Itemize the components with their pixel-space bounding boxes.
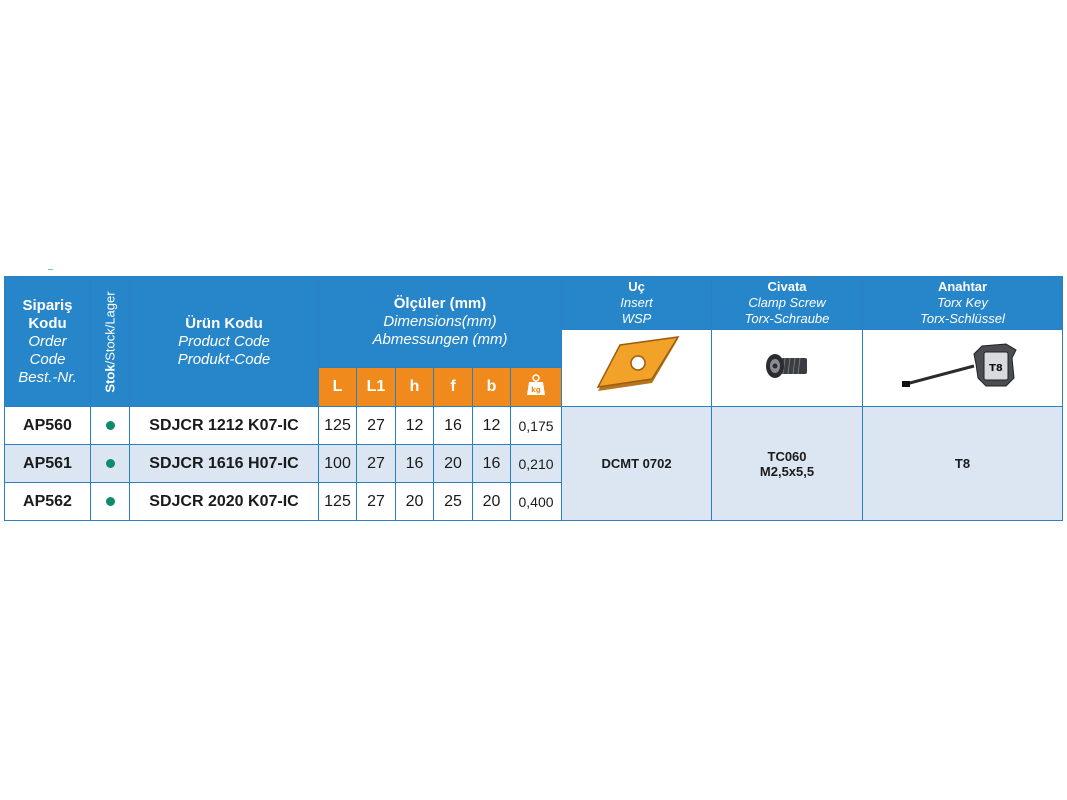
dim-h: 16	[396, 445, 434, 483]
in-stock-dot	[106, 421, 115, 430]
screw-size: M2,5x5,5	[759, 463, 815, 479]
dimensions-header	[319, 277, 562, 368]
stock-header-label: Stok/Stock/Lager	[102, 290, 118, 393]
product-code-de: Produkt-Code	[177, 350, 271, 368]
screw-image-cell	[712, 330, 863, 407]
order-code: AP562	[5, 483, 91, 521]
dim-l1: 27	[357, 483, 396, 521]
key-image-cell	[863, 330, 1063, 407]
order-code-en: Order	[28, 332, 67, 350]
key-de: Torx-Schlüssel	[920, 311, 1005, 326]
dim-col-l: L	[319, 368, 357, 407]
dim-col-b: b	[473, 368, 511, 407]
product-code: SDJCR 1212 K07-IC	[130, 407, 319, 445]
key-label-text: T8	[988, 362, 1003, 374]
dim-f: 25	[434, 483, 473, 521]
in-stock-dot	[106, 459, 115, 468]
screw-de: Torx-Schraube	[744, 311, 830, 326]
order-code-de: Best.-Nr.	[18, 368, 77, 386]
screw-value	[712, 407, 863, 521]
key-title: Anahtar	[937, 279, 988, 294]
dimensions-de: Abmessungen (mm)	[372, 331, 508, 348]
dimensions-en: Dimensions(mm)	[383, 313, 497, 330]
dim-l1: 27	[357, 445, 396, 483]
dim-f: 16	[434, 407, 473, 445]
product-code: SDJCR 1616 H07-IC	[130, 445, 319, 483]
screw-code: TC060	[767, 448, 807, 464]
weight: 0,175	[511, 407, 562, 445]
dim-col-weight	[511, 368, 562, 407]
dim-h: 20	[396, 483, 434, 521]
dim-f: 20	[434, 445, 473, 483]
insert-image-cell	[562, 330, 712, 407]
product-code-en: Product Code	[178, 332, 270, 350]
dim-b: 12	[473, 407, 511, 445]
key-value: T8	[863, 407, 1063, 521]
dim-l: 100	[319, 445, 357, 483]
decorative-mark	[48, 269, 53, 270]
key-en: Torx Key	[937, 295, 988, 310]
dim-l1: 27	[357, 407, 396, 445]
key-header	[863, 277, 1063, 330]
dim-col-l1: L1	[357, 368, 396, 407]
stock-indicator	[91, 445, 130, 483]
dim-h: 12	[396, 407, 434, 445]
product-table	[4, 276, 1063, 521]
in-stock-dot	[106, 497, 115, 506]
weight-kg-icon	[526, 374, 546, 396]
screw-header	[712, 277, 863, 330]
dim-col-f: f	[434, 368, 473, 407]
dim-col-h: h	[396, 368, 434, 407]
screw-en: Clamp Screw	[748, 295, 826, 310]
insert-en: Insert	[620, 295, 653, 310]
svg-text:kg: kg	[531, 385, 541, 394]
dim-l: 125	[319, 407, 357, 445]
dim-b: 16	[473, 445, 511, 483]
order-code-en2: Code	[29, 350, 66, 368]
product-code: SDJCR 2020 K07-IC	[130, 483, 319, 521]
product-code-title: Ürün Kodu	[185, 314, 263, 332]
insert-value: DCMT 0702	[562, 407, 712, 521]
insert-header	[562, 277, 712, 330]
dim-b: 20	[473, 483, 511, 521]
order-code-title: Sipariş Kodu	[22, 296, 73, 332]
stock-header	[91, 277, 130, 407]
screw-title: Civata	[767, 279, 807, 294]
table-row	[5, 407, 1063, 445]
insert-title: Uç	[628, 279, 645, 294]
torx-key-image	[898, 338, 1028, 394]
clamp-screw-image	[757, 346, 817, 386]
weight: 0,210	[511, 445, 562, 483]
dimensions-title: Ölçüler (mm)	[393, 295, 487, 312]
diamond-insert-image	[592, 335, 682, 397]
weight: 0,400	[511, 483, 562, 521]
order-code-header	[5, 277, 91, 407]
product-code-header	[130, 277, 319, 407]
stock-indicator	[91, 407, 130, 445]
dim-l: 125	[319, 483, 357, 521]
stock-indicator	[91, 483, 130, 521]
insert-de: WSP	[621, 311, 652, 326]
order-code: AP560	[5, 407, 91, 445]
order-code: AP561	[5, 445, 91, 483]
